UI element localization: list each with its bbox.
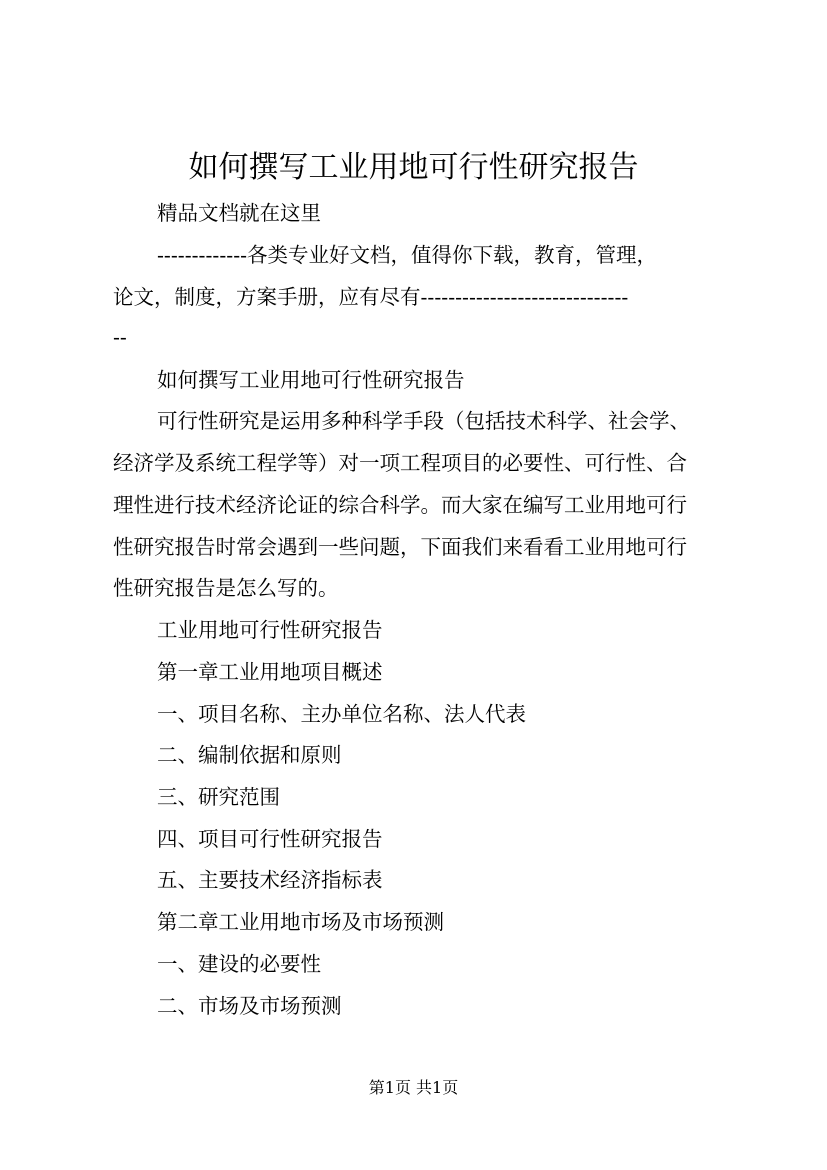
- separator-line-2: 论文，制度，方案手册，应有尽有------------------------------: [113, 285, 629, 309]
- intro-line: 精品文档就在这里: [157, 201, 321, 225]
- list-item: 二、市场及市场预测: [157, 994, 342, 1018]
- list-item: 一、建设的必要性: [157, 952, 321, 976]
- body-paragraph-line: 经济学及系统工程学等）对一项工程项目的必要性、可行性、合: [113, 451, 687, 475]
- body-paragraph-line: 性研究报告时常会遇到一些问题，下面我们来看看工业用地可行: [113, 535, 687, 559]
- chapter-heading: 第一章工业用地项目概述: [157, 660, 383, 684]
- list-item: 一、项目名称、主办单位名称、法人代表: [157, 702, 526, 726]
- chapter-heading: 第二章工业用地市场及市场预测: [157, 910, 444, 934]
- list-item: 四、项目可行性研究报告: [157, 827, 383, 851]
- body-paragraph-line: 理性进行技术经济论证的综合科学。而大家在编写工业用地可行: [113, 493, 687, 517]
- list-item: 二、编制依据和原则: [157, 743, 342, 767]
- repeated-title: 如何撰写工业用地可行性研究报告: [157, 368, 465, 392]
- list-item: 三、研究范围: [157, 785, 280, 809]
- document-title: 如何撰写工业用地可行性研究报告: [188, 150, 639, 185]
- page-footer: 第1页 共1页: [368, 1078, 459, 1097]
- section-heading: 工业用地可行性研究报告: [157, 618, 383, 642]
- body-paragraph-line: 性研究报告是怎么写的。: [113, 576, 339, 600]
- separator-line-1: -------------各类专业好文档，值得你下载，教育，管理，: [157, 243, 658, 267]
- list-item: 五、主要技术经济指标表: [157, 868, 383, 892]
- body-paragraph-line: 可行性研究是运用多种科学手段（包括技术科学、社会学、: [157, 409, 690, 433]
- separator-line-3: --: [113, 325, 127, 349]
